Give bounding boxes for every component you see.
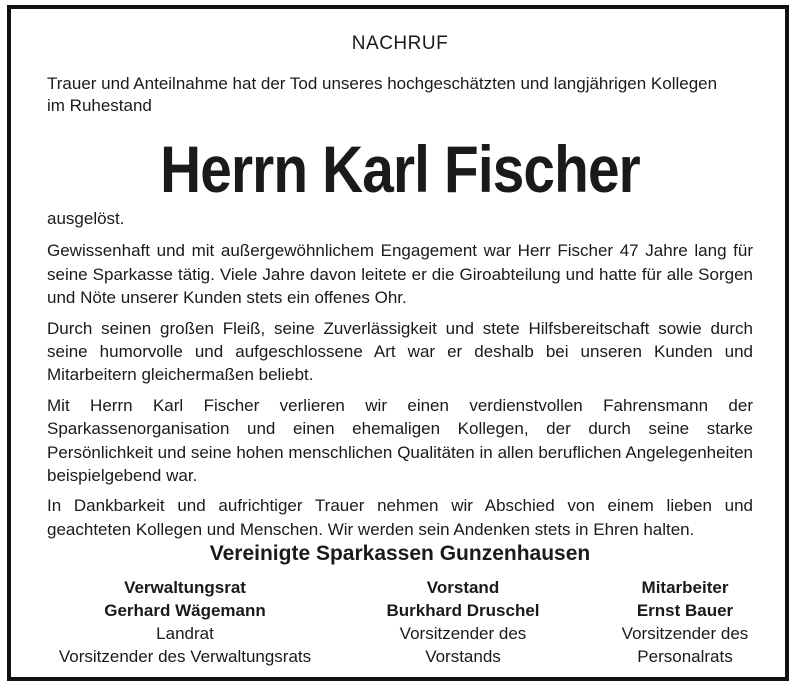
signatory-name: Ernst Bauer bbox=[636, 601, 734, 620]
signatory-role: Vorstands bbox=[425, 647, 501, 666]
signatory-body: Vorstand bbox=[426, 578, 500, 597]
signatory-executive-board bbox=[358, 576, 568, 668]
signatory-body: Verwaltungsrat bbox=[124, 578, 246, 597]
body-paragraph: In Dankbarkeit und aufrichtiger Trauer nehmen wir Abschied von einem lieben und geachteten Kollegen und Menschen. Wir werden sein Andenken stets in Ehren halten. bbox=[47, 496, 753, 539]
signatory-name: Gerhard Wägemann bbox=[104, 601, 266, 620]
signatory-body: Mitarbeiter bbox=[641, 578, 729, 597]
signatories bbox=[0, 576, 800, 676]
signatory-role: Vorsitzender des bbox=[399, 624, 527, 643]
body-paragraph: ausgelöst. bbox=[47, 209, 125, 228]
body-paragraph: Gewissenhaft und mit außergewöhnlichem Engagement war Herr Fischer 47 Jahre lang für seine Sparkasse tätig. Viele Jahre davon leitete er die Giroabteilung und hatte für alle Sorgen und Nöte unserer Kunden stets ein offenes Ohr. bbox=[47, 241, 753, 308]
organization-name: Vereinigte Sparkassen Gunzenhausen bbox=[209, 542, 591, 565]
obituary-body bbox=[47, 207, 753, 548]
signatory-staff bbox=[600, 576, 770, 668]
body-paragraph: Durch seinen großen Fleiß, seine Zuverlässigkeit und stete Hilfsbereitschaft sowie durch seine humorvolle und aufgeschlossene Art war er deshalb bei unseren Kunden und Mitarbeitern gleichermaßen beliebt. bbox=[47, 318, 753, 385]
signatory-supervisory-board bbox=[40, 576, 330, 668]
signatory-role: Vorsitzender des bbox=[621, 624, 749, 643]
signatory-role: Landrat bbox=[156, 624, 214, 643]
notice-heading: NACHRUF bbox=[351, 33, 449, 54]
signatory-name: Burkhard Druschel bbox=[386, 601, 540, 620]
intro-text bbox=[47, 73, 757, 117]
signatory-role: Vorsitzender des Verwaltungsrats bbox=[58, 647, 312, 666]
intro-line: im Ruhestand bbox=[47, 96, 152, 115]
deceased-name: Herrn Karl Fischer bbox=[160, 132, 640, 206]
intro-line: Trauer und Anteilnahme hat der Tod unseres hochgeschätzten und langjährigen Kollegen bbox=[47, 74, 718, 93]
signatory-role: Personalrats bbox=[637, 647, 733, 666]
body-paragraph: Mit Herrn Karl Fischer verlieren wir einen verdienstvollen Fahrensmann der Sparkassenorganisation und einen ehemaligen Kollegen, der durch seine starke Persönlichkeit und seine hohen menschlichen Qualitäten in allen beruflichen Angelegenheiten beispielgebend war. bbox=[47, 395, 753, 486]
